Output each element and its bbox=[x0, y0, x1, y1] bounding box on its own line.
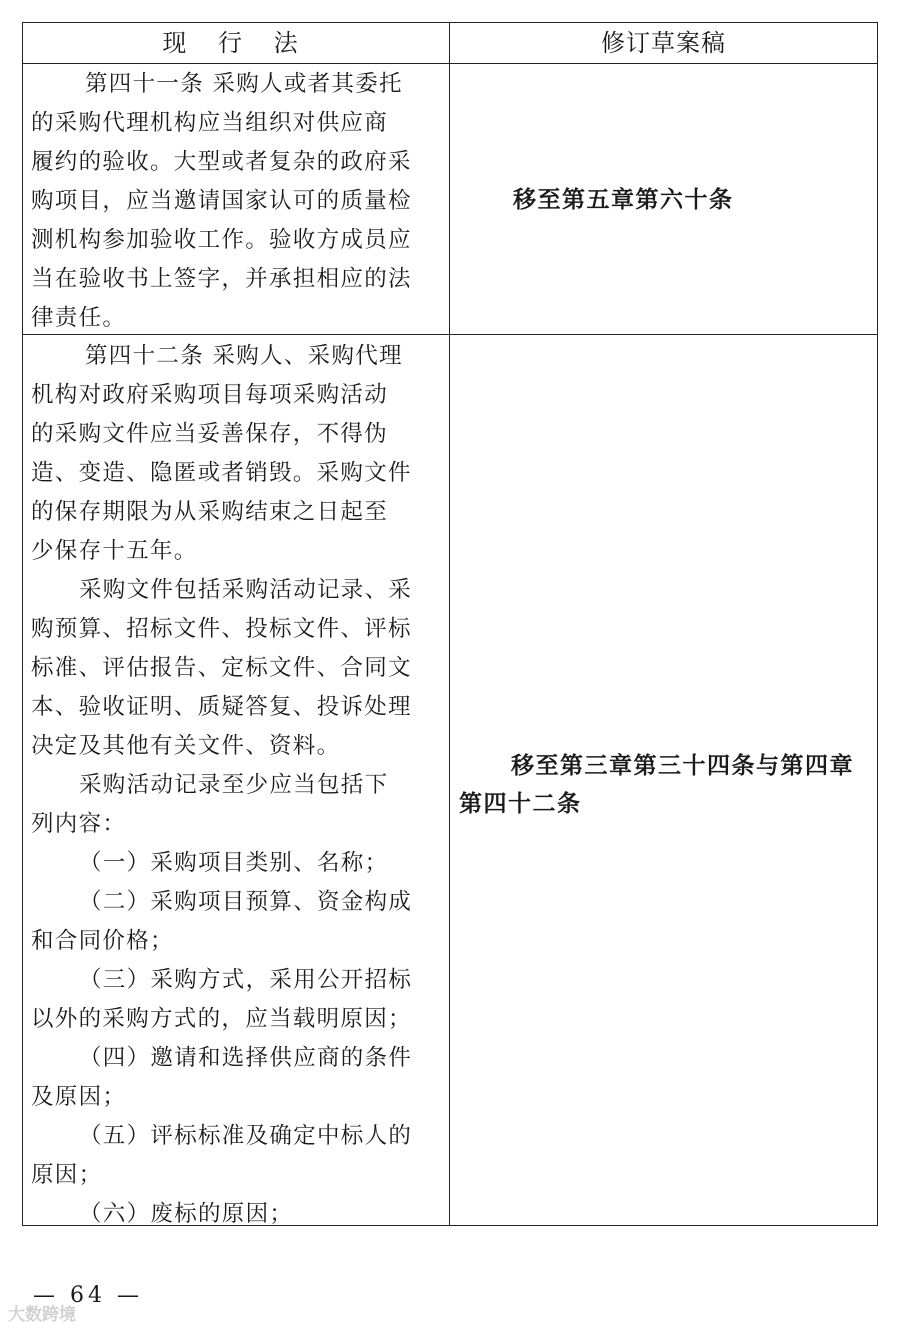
text-line: （四）邀请和选择供应商的条件 bbox=[79, 1045, 413, 1071]
text-line: 决定及其他有关文件、资料。 bbox=[31, 733, 341, 759]
comparison-table bbox=[22, 22, 878, 1226]
header-current-law: 现 行 法 bbox=[162, 29, 310, 57]
row1-revised-text: 移至第五章第六十条 bbox=[513, 187, 734, 213]
text-line: 和合同价格； bbox=[31, 928, 174, 954]
text-line: （五）评标标准及确定中标人的 bbox=[79, 1123, 413, 1149]
text-line: （三）采购方式，采用公开招标 bbox=[79, 967, 413, 993]
text-line: 采购文件包括采购活动记录、采 bbox=[79, 577, 413, 603]
row2-current-text bbox=[31, 337, 441, 1234]
page-number: — 64 — bbox=[33, 1283, 143, 1308]
text-line: 购项目，应当邀请国家认可的质量检 bbox=[31, 188, 412, 214]
text-line: 造、变造、隐匿或者销毁。采购文件 bbox=[31, 460, 412, 486]
text-line: 第四十二条 采购人、采购代理 bbox=[85, 343, 403, 369]
text-line: 的保存期限为从采购结束之日起至 bbox=[31, 499, 389, 525]
text-line: 列内容： bbox=[31, 811, 127, 837]
row1-current-text bbox=[31, 65, 441, 338]
text-line: 标准、评估报告、定标文件、合同文 bbox=[31, 655, 412, 681]
text-line: 购预算、招标文件、投标文件、评标 bbox=[31, 616, 412, 642]
text-line: 原因； bbox=[31, 1162, 103, 1188]
header-divider bbox=[23, 63, 877, 64]
text-line: 采购活动记录至少应当包括下 bbox=[79, 772, 389, 798]
text-line: 律责任。 bbox=[31, 305, 127, 331]
text-line: （六）废标的原因； bbox=[79, 1201, 294, 1227]
text-line: 的采购文件应当妥善保存，不得伪 bbox=[31, 421, 389, 447]
text-line: 的采购代理机构应当组织对供应商 bbox=[31, 110, 389, 136]
text-line: 本、验收证明、质疑答复、投诉处理 bbox=[31, 694, 412, 720]
header-revised-draft: 修订草案稿 bbox=[601, 29, 726, 57]
text-line: 少保存十五年。 bbox=[31, 538, 198, 564]
text-line: 第四十一条 采购人或者其委托 bbox=[85, 71, 403, 97]
text-line: （二）采购项目预算、资金构成 bbox=[79, 889, 413, 915]
text-line: 履约的验收。大型或者复杂的政府采 bbox=[31, 149, 412, 175]
text-line: （一）采购项目类别、名称； bbox=[79, 850, 389, 876]
text-line: 机构对政府采购项目每项采购活动 bbox=[31, 382, 389, 408]
row2-revised-text: 移至第三章第三十四条与第四章第四十二条 bbox=[459, 753, 854, 817]
text-line: 当在验收书上签字，并承担相应的法 bbox=[31, 266, 412, 292]
text-line: 测机构参加验收工作。验收方成员应 bbox=[31, 227, 412, 253]
text-line: 及原因； bbox=[31, 1084, 127, 1110]
text-line: 以外的采购方式的，应当载明原因； bbox=[31, 1006, 412, 1032]
watermark-logo: 大数跨境 bbox=[8, 1305, 76, 1325]
column-divider bbox=[449, 23, 450, 1225]
